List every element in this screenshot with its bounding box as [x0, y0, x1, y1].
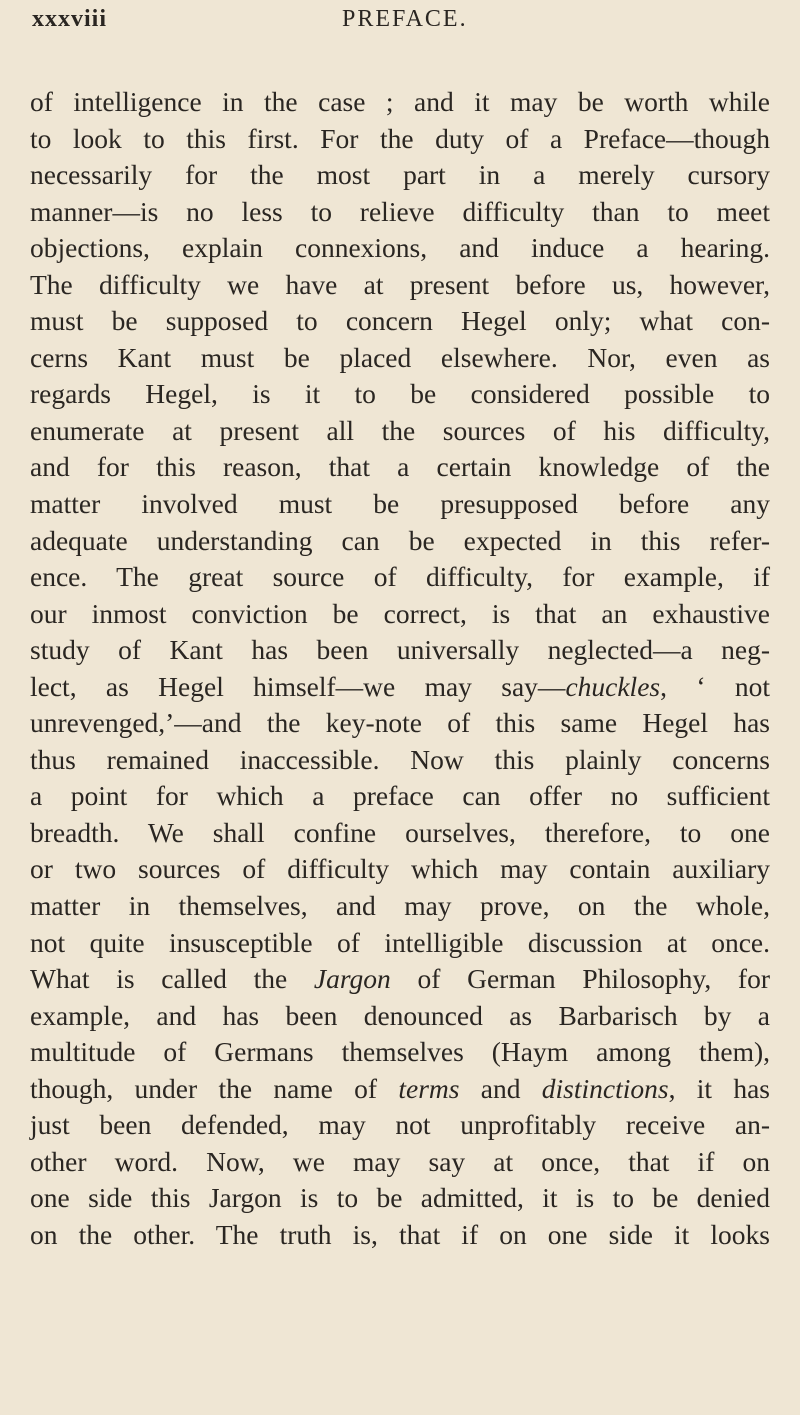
text-line: [30, 523, 770, 560]
text-segment: regards Hegel, is it to be considered possible to: [30, 378, 770, 410]
text-segment: multitude of Germans themselves (Haym among them),: [30, 1036, 770, 1068]
text-segment: of intelligence in the case ; and it may be worth while: [30, 86, 770, 117]
text-line: [30, 742, 770, 779]
text-segment: other word. Now, we may say at once, that if on: [30, 1145, 770, 1177]
text-segment: not quite insusceptible of intelligible discussion at once.: [30, 926, 770, 958]
text-segment: manner—is no less to relieve difficulty than to meet: [30, 195, 770, 227]
italic-text: distinctions: [541, 1072, 669, 1104]
text-segment: though, under the name of: [30, 1072, 399, 1104]
text-line: [30, 157, 770, 194]
text-line: [30, 1144, 770, 1181]
text-segment: , it has: [668, 1072, 770, 1104]
text-segment: example, and has been denounced as Barbarisch by a: [30, 999, 770, 1031]
text-segment: ence. The great source of difficulty, for example, if: [30, 561, 770, 593]
text-line: [30, 1071, 770, 1108]
text-line: [30, 632, 770, 669]
text-line: [30, 376, 770, 413]
text-line: [30, 998, 770, 1035]
text-line: [30, 413, 770, 450]
text-line: [30, 925, 770, 962]
text-segment: to look to this first. For the duty of a Preface—though: [30, 122, 770, 154]
running-head: [32, 6, 712, 46]
text-line: [30, 669, 770, 706]
text-line: [30, 230, 770, 267]
text-segment: unrevenged,’—and the key-note of this same Hegel has: [30, 707, 770, 739]
text-segment: or two sources of difficulty which may contain auxiliary: [30, 853, 770, 885]
text-segment: matter involved must be presupposed before any: [30, 488, 770, 520]
text-line: [30, 267, 770, 304]
text-line: [30, 449, 770, 486]
text-segment: breadth. We shall confine ourselves, therefore, to one: [30, 816, 770, 848]
text-segment: a point for which a preface can offer no sufficient: [30, 780, 770, 812]
page-number: xxxviii: [32, 6, 108, 32]
text-segment: What is called the: [30, 963, 314, 995]
text-line: [30, 705, 770, 742]
text-segment: one side this Jargon is to be admitted, it is to be denied: [30, 1182, 770, 1214]
text-line: [30, 1107, 770, 1144]
italic-text: chuckles: [565, 670, 661, 702]
text-segment: our inmost conviction be correct, is that an exhaustive: [30, 597, 770, 629]
text-segment: The difficulty we have at present before us, however,: [30, 268, 770, 300]
text-segment: and for this reason, that a certain knowledge of the: [30, 451, 770, 483]
italic-text: terms: [398, 1072, 460, 1104]
text-segment: on the other. The truth is, that if on one side it looks: [30, 1218, 770, 1250]
text-line: [30, 121, 770, 158]
text-line: [30, 84, 770, 121]
body-text: [30, 84, 770, 1254]
text-line: [30, 303, 770, 340]
text-segment: study of Kant has been universally neglected—a neg-: [30, 634, 770, 666]
text-line: [30, 194, 770, 231]
text-line: [30, 1034, 770, 1071]
text-segment: just been defended, may not unprofitably receive an-: [30, 1109, 770, 1141]
text-line: [30, 340, 770, 377]
text-line: [30, 1217, 770, 1254]
text-segment: cerns Kant must be placed elsewhere. Nor, even as: [30, 341, 770, 373]
text-line: [30, 486, 770, 523]
text-segment: objections, explain connexions, and induce a hearing.: [30, 232, 770, 264]
text-segment: adequate understanding can be expected in this refer-: [30, 524, 770, 556]
text-segment: of German Philosophy, for: [390, 963, 770, 995]
text-line: [30, 815, 770, 852]
running-title: PREFACE.: [342, 6, 468, 32]
text-line: [30, 888, 770, 925]
text-segment: must be supposed to concern Hegel only; what con-: [30, 305, 770, 337]
text-segment: enumerate at present all the sources of his difficulty,: [30, 414, 770, 446]
text-segment: matter in themselves, and may prove, on the whole,: [30, 890, 770, 922]
text-segment: and: [459, 1072, 542, 1104]
text-line: [30, 596, 770, 633]
text-segment: necessarily for the most part in a merely cursory: [30, 159, 770, 191]
text-segment: , ‘ not: [660, 670, 770, 702]
text-segment: thus remained inaccessible. Now this plainly concerns: [30, 743, 770, 775]
text-line: [30, 559, 770, 596]
text-line: [30, 778, 770, 815]
text-line: [30, 1180, 770, 1217]
italic-text: Jargon: [313, 963, 391, 995]
text-segment: lect, as Hegel himself—we may say—: [30, 670, 566, 702]
text-line: [30, 851, 770, 888]
text-line: [30, 961, 770, 998]
